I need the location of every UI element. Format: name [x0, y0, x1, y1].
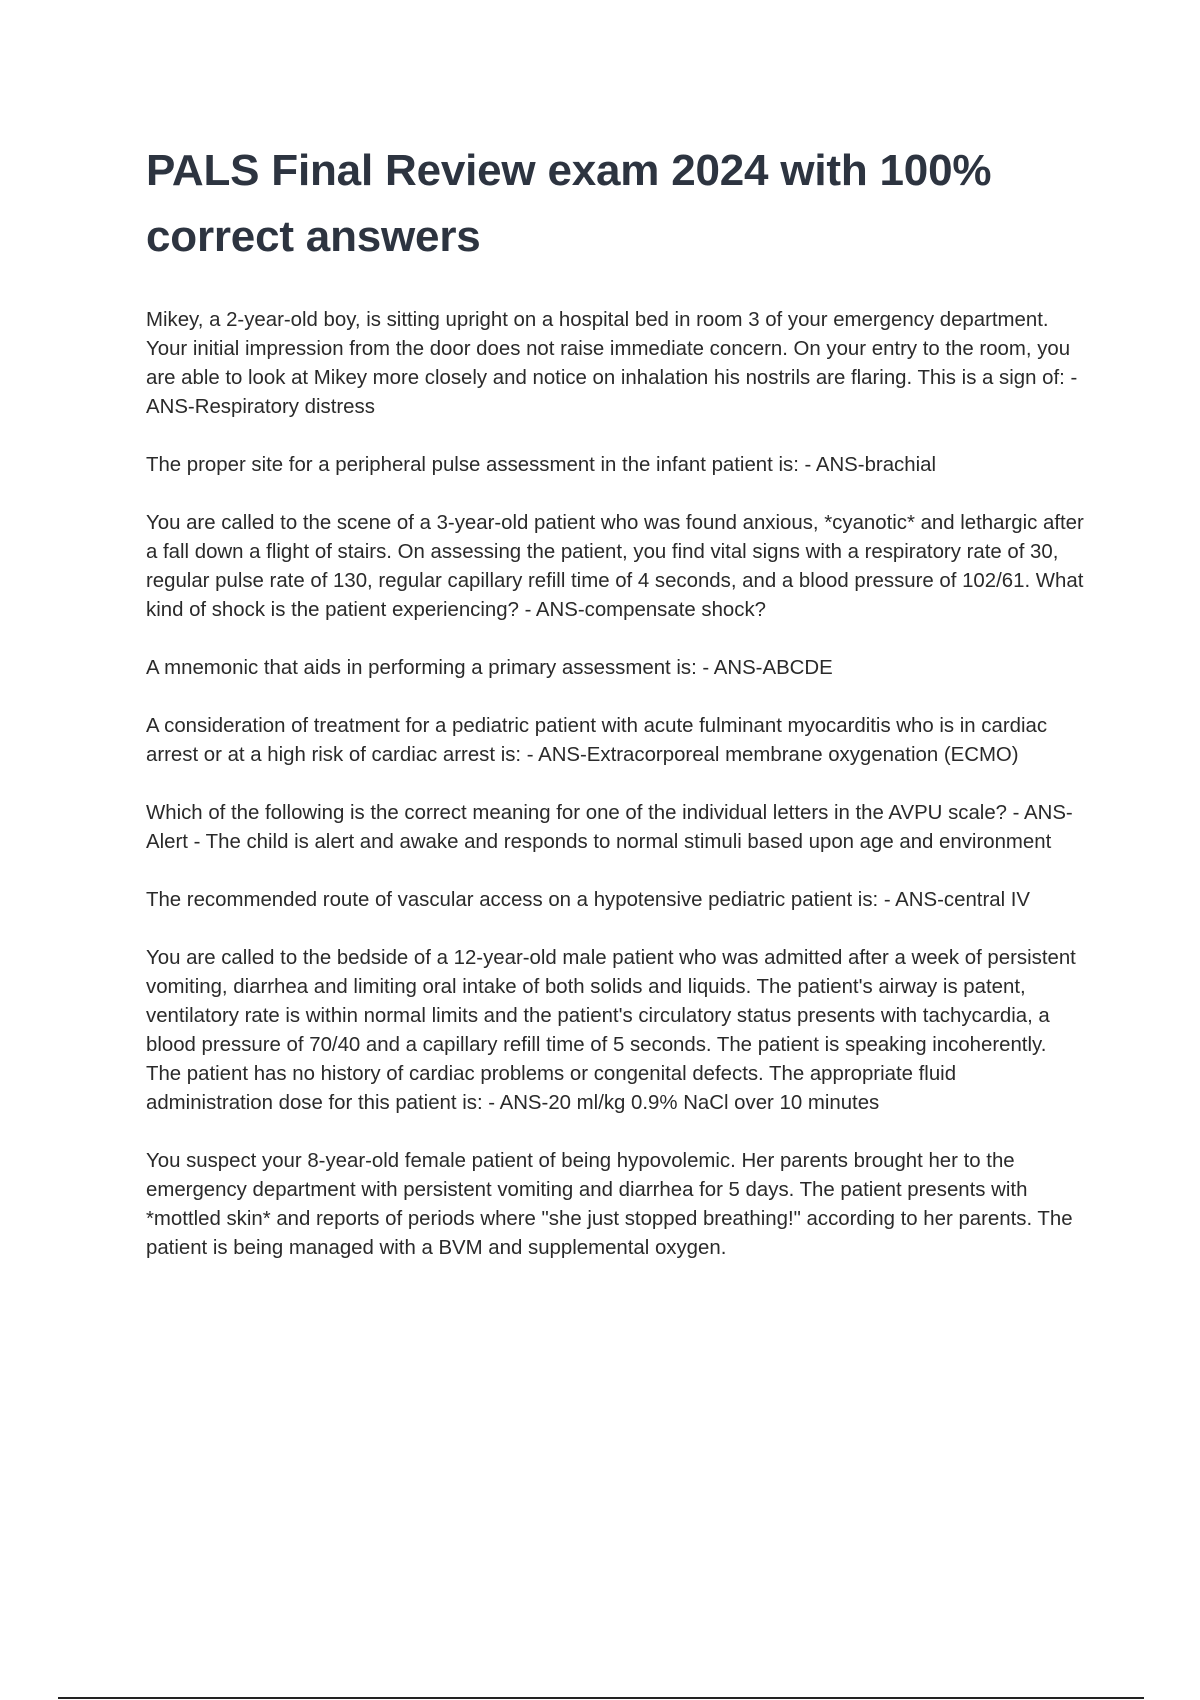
- qa-item: You are called to the bedside of a 12-year-old male patient who was admitted after a week of persistent vomiting, diarrhea and limiting oral intake of both solids and liquids. The patient's airway is patent, ventilatory rate is within normal limits and the patient's circulatory status presents with tachycardia, a blood pressure of 70/40 and a capillary refill time of 5 seconds. The patient is speaking incoherently. The patient has no history of cardiac problems or congenital defects. The appropriate fluid administration dose for this patient is: - ANS-20 ml/kg 0.9% NaCl over 10 minutes: [146, 947, 1076, 1114]
- qa-item: Mikey, a 2-year-old boy, is sitting upright on a hospital bed in room 3 of your emergency department. Your initial impression from the door does not raise immediate concern. On your entry to the room, you are able to look at Mikey more closely and notice on inhalation his nostrils are flaring. This is a sign of: - ANS-Respiratory distress: [146, 309, 1078, 418]
- qa-item: The proper site for a peripheral pulse assessment in the infant patient is: - ANS-brachial: [146, 454, 936, 476]
- question-answer-list: [146, 306, 1086, 1292]
- document-title: PALS Final Review exam 2024 with 100% correct answers: [146, 146, 992, 261]
- qa-item: You suspect your 8-year-old female patient of being hypovolemic. Her parents brought her to the emergency department with persistent vomiting and diarrhea for 5 days. The patient presents with *mottled skin* and reports of periods where "she just stopped breathing!" according to her parents. The patient is being managed with a BVM and supplemental oxygen.: [146, 1150, 1073, 1259]
- qa-item: The recommended route of vascular access on a hypotensive pediatric patient is: - ANS-central IV: [146, 889, 1031, 911]
- qa-item: A consideration of treatment for a pediatric patient with acute fulminant myocarditis who is in cardiac arrest or at a high risk of cardiac arrest is: - ANS-Extracorporeal membrane oxygenation (ECMO): [146, 715, 1048, 766]
- qa-item: A mnemonic that aids in performing a primary assessment is: - ANS-ABCDE: [146, 657, 833, 679]
- qa-item: Which of the following is the correct meaning for one of the individual letters in the AVPU scale? - ANS-Alert - The child is alert and awake and responds to normal stimuli based upon age and environment: [146, 802, 1073, 853]
- page-bottom-divider: [58, 1697, 1144, 1699]
- qa-item: You are called to the scene of a 3-year-old patient who was found anxious, *cyanotic* and lethargic after a fall down a flight of stairs. On assessing the patient, you find vital signs with a respiratory rate of 30, regular pulse rate of 130, regular capillary refill time of 4 seconds, and a blood pressure of 102/61. What kind of shock is the patient experiencing? - ANS-compensate shock?: [146, 512, 1084, 621]
